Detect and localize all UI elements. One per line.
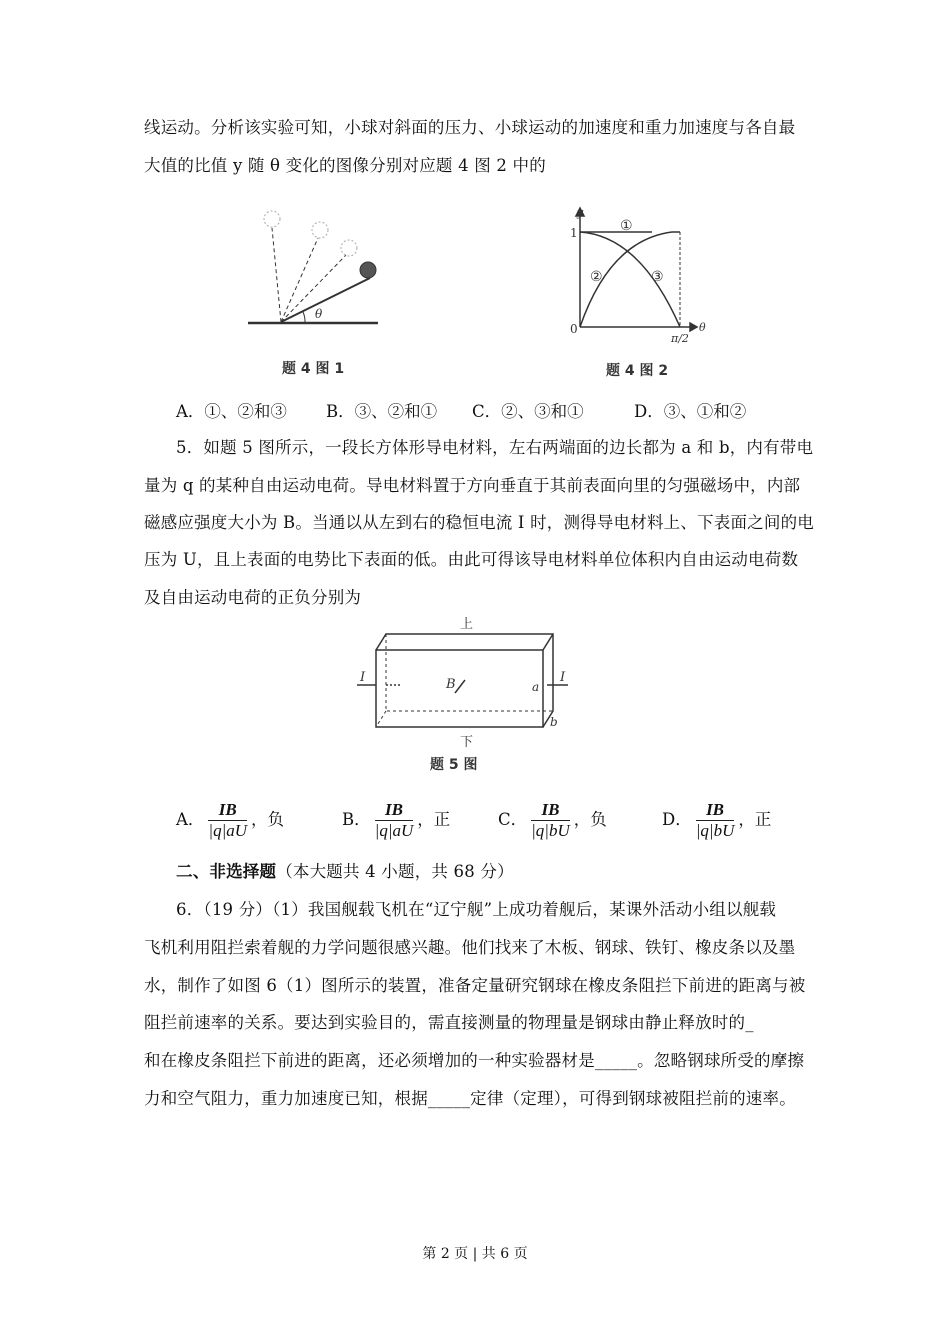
figure-4-1-caption: 题 4 图 1 [282,361,345,377]
y-tick-1: 1 [570,226,578,240]
q4-option-d: D．③、①和② [634,402,747,421]
q4-option-b: B．③、②和① [326,402,438,421]
q5-option-c: C． $\frac{IB}{|q|bU}$ ，负 [498,800,607,840]
curve-label-2: ② [590,269,603,285]
q5-text-line: 5．如题 5 图所示，一段长方体形导电材料，左右两端面的边长都为 a 和 b，内有带电 [176,438,814,457]
section-heading: 二、非选择题（本大题共 4 小题，共 68 分） [176,862,514,881]
figure-5-caption: 题 5 图 [430,757,478,773]
angle-label: θ [315,307,323,321]
q5-text-line: 磁感应强度大小为 B。当通以从左到右的稳恒电流 I 时，测得导电材料上、下表面之间的电 [144,513,814,532]
q5-text-line: 及自由运动电荷的正负分别为 [144,588,362,607]
curve-label-1: ① [620,218,633,234]
q6-text-line: 水，制作了如图 6（1）图所示的装置，准备定量研究钢球在橡皮条阻拦下前进的距离与被 [144,976,806,995]
q4-option-c: C．②、③和① [472,402,584,421]
q6-text-line: 阻拦前速率的关系。要达到实验目的，需直接测量的物理量是钢球由静止释放时的_ [144,1013,754,1032]
label-bottom: 下 [460,735,474,750]
q4-options [176,398,746,422]
q5-option-b: B． $\frac{IB}{|q|aU}$ ，正 [342,800,451,840]
q6-text-line: 飞机利用阻拦索着舰的力学问题很感兴趣。他们找来了木板、钢球、铁钉、橡皮条以及墨 [144,938,796,957]
x-axis-label: θ [699,321,706,334]
q5-text-line: 压为 U，且上表面的电势比下表面的低。由此可得该导电材料单位体积内自由运动电荷数 [144,550,799,569]
q5-option-d: D． $\frac{IB}{|q|bU}$ ，正 [662,800,772,840]
current-label-left: I [360,670,366,685]
figure-4-2-caption: 题 4 图 2 [606,363,669,379]
q6-text-line: 和在橡皮条阻拦下前进的距离，还必须增加的一种实验器材是_____。忽略钢球所受的摩擦 [144,1051,805,1070]
q6-text-line: 6．（19 分）（1）我国舰载飞机在“辽宁舰”上成功着舰后，某课外活动小组以舰载 [176,900,777,919]
figure-4-1-incline-diagram [248,211,378,323]
q6-text-line: 力和空气阻力，重力加速度已知，根据_____定律（定理），可得到钢球被阻拦前的速率。 [144,1089,796,1108]
q4-option-a: A．①、②和③ [176,402,287,421]
current-label-right: I [560,670,566,685]
y-axis-label: y [577,206,584,219]
q4-text-line: 线运动。分析该实验可知，小球对斜面的压力、小球运动的加速度和重力加速度与各自最 [144,118,796,137]
side-b-label: b [550,715,558,729]
page-footer: 第 2 页 | 共 6 页 [422,1246,528,1262]
q5-text-line: 量为 q 的某种自由运动电荷。导电材料置于方向垂直于其前表面向里的匀强磁场中，内部 [144,476,801,495]
field-label: B [446,677,456,692]
curve-label-3: ③ [651,269,664,285]
side-a-label: a [532,680,540,694]
x-tick-pi-half: π/2 [671,332,689,345]
q5-option-a: A． $\frac{IB}{|q|aU}$ ，负 [176,800,285,840]
q4-text-line: 大值的比值 y 随 θ 变化的图像分别对应题 4 图 2 中的 [144,156,546,175]
origin-label: 0 [570,322,578,336]
label-top: 上 [460,617,474,632]
